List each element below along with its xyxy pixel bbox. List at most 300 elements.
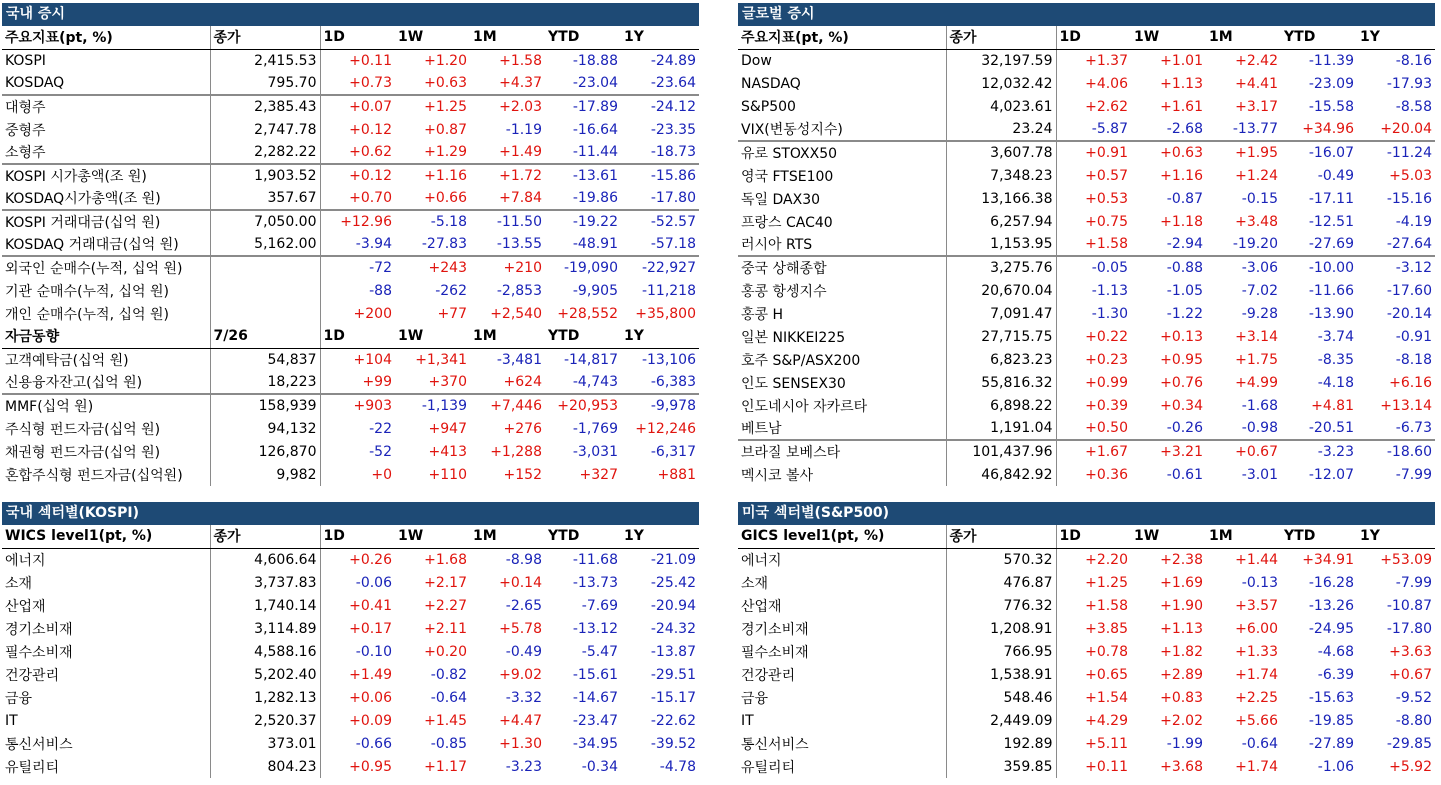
column-header: YTD (545, 26, 621, 49)
change-value: +7.84 (499, 190, 542, 206)
change-value: -9,905 (572, 282, 618, 299)
close-value: 7,348.23 (946, 164, 1056, 187)
change-value: -13.90 (1308, 305, 1354, 322)
row-label: 에너지 (738, 548, 946, 571)
change-value: +2.25 (1235, 689, 1278, 706)
change-value: +0.26 (349, 551, 392, 568)
row-label: 필수소비재 (738, 640, 946, 663)
column-header: YTD (545, 525, 621, 548)
change-value: +1.44 (1235, 551, 1278, 568)
change-value: -0.66 (355, 735, 392, 752)
change-value: +20.04 (1380, 121, 1432, 137)
change-value: +0.66 (424, 190, 467, 206)
change-value: +2.89 (1160, 666, 1203, 683)
row-label: 필수소비재 (2, 640, 210, 663)
table-row (738, 325, 1435, 348)
change-value: +0.63 (424, 75, 467, 91)
row-label: 고객예탁금(십억 원) (2, 348, 210, 371)
change-value: -22,927 (621, 256, 699, 279)
change-value: +1.37 (1085, 52, 1128, 69)
change-value: +1.49 (349, 666, 392, 683)
column-header: 1D (1056, 525, 1131, 548)
change-value: +35,800 (635, 305, 696, 322)
table-row (738, 640, 1435, 663)
table-row (2, 640, 699, 663)
change-value: +1.13 (1160, 620, 1203, 637)
row-label: 건강관리 (2, 663, 210, 686)
change-value: -13.26 (1308, 597, 1354, 614)
change-value: +3.57 (1235, 597, 1278, 614)
table-row (2, 233, 699, 256)
change-value: +243 (395, 256, 470, 279)
change-value: -15.63 (1308, 689, 1354, 706)
change-value: +7,446 (470, 394, 545, 417)
table-row (738, 118, 1435, 141)
change-value: -24.89 (650, 52, 696, 69)
close-value: 548.46 (946, 686, 1056, 709)
global-market-table (738, 26, 1435, 486)
change-value: +12,246 (635, 420, 696, 437)
change-value: +0.07 (320, 95, 395, 118)
column-header: YTD (1281, 26, 1357, 49)
row-label: 외국인 순매수(누적, 십억 원) (2, 256, 210, 279)
change-value: -19.86 (572, 190, 618, 206)
table-header-row (738, 26, 1435, 49)
change-value: +2.17 (424, 574, 467, 591)
column-header: 자금동향 (2, 325, 210, 348)
change-value: +3.21 (1131, 440, 1206, 463)
change-value: -19.20 (1232, 236, 1278, 252)
close-value (210, 256, 320, 279)
change-value: -4.78 (659, 758, 696, 775)
close-value: 1,153.95 (946, 233, 1056, 256)
change-value: -88 (369, 282, 392, 299)
close-value (210, 302, 320, 325)
close-value: 7,050.00 (210, 210, 320, 233)
change-value: -57.18 (650, 236, 696, 252)
change-value: +0.20 (424, 643, 467, 660)
row-label: 일본 NIKKEI225 (738, 325, 946, 348)
change-value: -6.73 (1395, 420, 1432, 436)
close-value: 13,166.38 (946, 187, 1056, 210)
change-value: -18.60 (1357, 440, 1435, 463)
domestic-sector-table (2, 525, 699, 778)
column-header: 1M (1206, 525, 1281, 548)
column-header: 1D (320, 26, 395, 49)
change-value: -0.91 (1395, 328, 1432, 345)
row-label: 독일 DAX30 (738, 187, 946, 210)
row-label: 중형주 (2, 118, 210, 141)
table-row (738, 463, 1435, 486)
change-value: +3.14 (1235, 328, 1278, 345)
row-label: 베트남 (738, 417, 946, 440)
change-value: -0.06 (355, 574, 392, 591)
change-value: +3.85 (1085, 620, 1128, 637)
change-value: +34.91 (1302, 551, 1354, 568)
row-label: IT (738, 709, 946, 732)
change-value: -15.86 (621, 164, 699, 187)
change-value: +0.73 (349, 75, 392, 91)
change-value: -3.23 (1281, 440, 1357, 463)
table-row (738, 371, 1435, 394)
change-value: -4.19 (1395, 213, 1432, 230)
close-value: 5,202.40 (210, 663, 320, 686)
change-value: -10.87 (1386, 597, 1432, 614)
close-value: 359.85 (946, 755, 1056, 778)
change-value: +1.61 (1160, 98, 1203, 115)
change-value: +1,341 (415, 351, 467, 368)
change-value: -3,031 (572, 443, 618, 460)
change-value: -11.68 (572, 551, 618, 568)
change-value: -0.49 (1317, 167, 1354, 184)
change-value: +1.25 (1085, 574, 1128, 591)
row-label: 대형주 (2, 95, 210, 118)
table-row (738, 686, 1435, 709)
change-value: -0.49 (505, 643, 542, 660)
table-row (738, 548, 1435, 571)
change-value: +0.12 (349, 121, 392, 138)
change-value: -29.51 (650, 666, 696, 683)
row-label: KOSDAQ 거래대금(십억 원) (2, 233, 210, 256)
close-value: 4,588.16 (210, 640, 320, 663)
change-value: -1.06 (1317, 758, 1354, 775)
change-value: -13.55 (496, 236, 542, 252)
change-value: +5.66 (1235, 712, 1278, 729)
change-value: +1.82 (1160, 643, 1203, 660)
table-row (2, 348, 699, 371)
close-value: 94,132 (210, 417, 320, 440)
change-value: +0.70 (349, 190, 392, 206)
column-header: 1Y (1357, 26, 1435, 49)
panel-title: 글로벌 증시 (738, 3, 1435, 26)
row-label: 개인 순매수(누적, 십억 원) (2, 302, 210, 325)
change-value: -27.83 (421, 236, 467, 252)
change-value: -11.24 (1357, 141, 1435, 164)
change-value: +0.50 (1085, 420, 1128, 436)
change-value: -0.85 (430, 735, 467, 752)
change-value: +1.18 (1160, 213, 1203, 230)
change-value: +9.02 (499, 666, 542, 683)
table-row (738, 279, 1435, 302)
table-row (2, 440, 699, 463)
column-header: 1W (395, 325, 470, 348)
column-header: 주요지표(pt, %) (2, 26, 210, 49)
change-value: -25.42 (650, 574, 696, 591)
row-label: KOSPI 시가총액(조 원) (2, 164, 210, 187)
row-label: NASDAQ (738, 72, 946, 95)
change-value: +1.68 (424, 551, 467, 568)
change-value: -18.88 (572, 52, 618, 69)
change-value: -9.52 (1395, 689, 1432, 706)
row-label: 혼합주식형 펀드자금(십억원) (2, 463, 210, 486)
table-row (2, 279, 699, 302)
row-label: 영국 FTSE100 (738, 164, 946, 187)
table-row (2, 95, 699, 118)
close-value: 3,607.78 (946, 141, 1056, 164)
change-value: +200 (353, 305, 392, 322)
change-value: -22 (369, 420, 392, 437)
change-value: -0.34 (581, 758, 618, 775)
change-value: +1.30 (499, 735, 542, 752)
close-value: 3,275.76 (946, 256, 1056, 279)
change-value: +1.13 (1160, 75, 1203, 92)
close-value: 27,715.75 (946, 325, 1056, 348)
table-row (738, 571, 1435, 594)
change-value: +4.41 (1235, 75, 1278, 92)
table-row (2, 755, 699, 778)
change-value: +0.09 (349, 712, 392, 729)
change-value: -11.44 (572, 144, 618, 160)
change-value: -3.06 (1206, 256, 1281, 279)
close-value: 795.70 (210, 72, 320, 95)
row-label: KOSPI 거래대금(십억 원) (2, 210, 210, 233)
change-value: -1.30 (1091, 305, 1128, 322)
close-value: 18,223 (210, 371, 320, 394)
change-value: -19.22 (545, 210, 621, 233)
change-value: +0.41 (349, 597, 392, 614)
table-row (2, 463, 699, 486)
change-value: +5.78 (499, 620, 542, 637)
change-value: -1,139 (395, 394, 470, 417)
change-value: +4.37 (499, 75, 542, 91)
change-value: +5.11 (1085, 735, 1128, 752)
row-label: 호주 S&P/ASX200 (738, 348, 946, 371)
change-value: -27.64 (1386, 236, 1432, 252)
change-value: -8.18 (1395, 351, 1432, 368)
change-value: +1.33 (1235, 643, 1278, 660)
change-value: +0.14 (499, 574, 542, 591)
change-value: +5.92 (1389, 758, 1432, 775)
row-label: IT (2, 709, 210, 732)
change-value: +1.67 (1056, 440, 1131, 463)
row-label: 신용융자잔고(십억 원) (2, 371, 210, 394)
change-value: +2,540 (490, 305, 542, 322)
change-value: -8.58 (1395, 98, 1432, 115)
change-value: -0.61 (1166, 466, 1203, 483)
row-label: 통신서비스 (2, 732, 210, 755)
change-value: -23.47 (572, 712, 618, 729)
table-row (2, 617, 699, 640)
change-value: -23.04 (572, 75, 618, 91)
change-value: -0.13 (1241, 574, 1278, 591)
close-value: 357.67 (210, 187, 320, 210)
change-value: +152 (503, 466, 542, 483)
close-value: 6,898.22 (946, 394, 1056, 417)
change-value: -23.09 (1308, 75, 1354, 92)
table-row (2, 394, 699, 417)
change-value: +0.83 (1160, 689, 1203, 706)
column-header: 종가 (210, 26, 320, 49)
panel-title: 국내 섹터별(KOSPI) (2, 502, 699, 525)
change-value: +0.34 (1160, 397, 1203, 414)
table-row (2, 686, 699, 709)
row-label: 멕시코 볼사 (738, 463, 946, 486)
change-value: -17.89 (545, 95, 621, 118)
change-value: +20,953 (545, 394, 621, 417)
row-label: 유틸리티 (738, 755, 946, 778)
change-value: +0.23 (1085, 351, 1128, 368)
table-row (2, 571, 699, 594)
close-value: 54,837 (210, 348, 320, 371)
change-value: +0.91 (1056, 141, 1131, 164)
change-value: +1.16 (1160, 167, 1203, 184)
change-value: +3.48 (1235, 213, 1278, 230)
table-row (2, 548, 699, 571)
change-value: +276 (503, 420, 542, 437)
global-market-panel (738, 3, 1435, 486)
row-label: VIX(변동성지수) (738, 118, 946, 141)
table-header-row (2, 525, 699, 548)
column-header: YTD (545, 325, 621, 348)
change-value: -7.99 (1395, 466, 1432, 483)
change-value: -17.60 (1386, 282, 1432, 299)
change-value: +1.74 (1235, 666, 1278, 683)
row-label: 통신서비스 (738, 732, 946, 755)
change-value: -14.67 (572, 689, 618, 706)
change-value: +0.95 (1160, 351, 1203, 368)
change-value: +1.45 (424, 712, 467, 729)
close-value (210, 279, 320, 302)
change-value: +2.11 (424, 620, 467, 637)
row-label: 건강관리 (738, 663, 946, 686)
row-label: 산업재 (738, 594, 946, 617)
change-value: -21.09 (650, 551, 696, 568)
table-row (2, 118, 699, 141)
change-value: -262 (435, 282, 467, 299)
change-value: +624 (503, 374, 542, 390)
table-row (2, 663, 699, 686)
change-value: -13,106 (641, 351, 696, 368)
column-header: 종가 (946, 26, 1056, 49)
change-value: +0.99 (1085, 374, 1128, 391)
close-value: 46,842.92 (946, 463, 1056, 486)
column-header: 1D (1056, 26, 1131, 49)
change-value: +210 (470, 256, 545, 279)
change-value: -2.94 (1166, 236, 1203, 252)
table-row (2, 594, 699, 617)
change-value: +0.11 (349, 52, 392, 69)
change-value: +0.67 (1389, 666, 1432, 683)
row-label: KOSDAQ시가총액(조 원) (2, 187, 210, 210)
row-label: 채권형 펀드자금(십억 원) (2, 440, 210, 463)
change-value: -8.35 (1317, 351, 1354, 368)
change-value: +413 (428, 443, 467, 460)
close-value: 2,415.53 (210, 49, 320, 72)
change-value: -4.68 (1317, 643, 1354, 660)
change-value: -0.64 (430, 689, 467, 706)
column-header: 종가 (946, 525, 1056, 548)
column-header: 주요지표(pt, %) (738, 26, 946, 49)
table-row (738, 594, 1435, 617)
close-value: 476.87 (946, 571, 1056, 594)
change-value: +0.22 (1085, 328, 1128, 345)
change-value: +1.16 (395, 164, 470, 187)
close-value: 4,606.64 (210, 548, 320, 571)
change-value: -23.64 (650, 75, 696, 91)
change-value: -27.89 (1308, 735, 1354, 752)
row-label: 에너지 (2, 548, 210, 571)
row-label: 소형주 (2, 141, 210, 164)
close-value: 2,385.43 (210, 95, 320, 118)
table-row (738, 348, 1435, 371)
change-value: +1.75 (1235, 351, 1278, 368)
row-label: 러시아 RTS (738, 233, 946, 256)
change-value: -5.47 (581, 643, 618, 660)
change-value: -0.87 (1166, 190, 1203, 207)
column-header: GICS level1(pt, %) (738, 525, 946, 548)
close-value: 2,520.37 (210, 709, 320, 732)
change-value: +0.39 (1085, 397, 1128, 414)
table-row (738, 256, 1435, 279)
change-value: +3.17 (1235, 98, 1278, 115)
change-value: +4.99 (1235, 374, 1278, 391)
column-header: 1W (395, 26, 470, 49)
change-value: -20.94 (650, 597, 696, 614)
table-row (738, 709, 1435, 732)
change-value: -18.73 (650, 144, 696, 160)
close-value: 2,282.22 (210, 141, 320, 164)
close-value: 5,162.00 (210, 233, 320, 256)
change-value: -0.05 (1056, 256, 1131, 279)
table-row (738, 617, 1435, 640)
row-label: 금융 (2, 686, 210, 709)
change-value: -3.74 (1317, 328, 1354, 345)
change-value: -13.73 (572, 574, 618, 591)
change-value: +370 (428, 374, 467, 390)
table-row (738, 755, 1435, 778)
close-value: 6,257.94 (946, 210, 1056, 233)
close-value: 1,208.91 (946, 617, 1056, 640)
change-value: -3.23 (505, 758, 542, 775)
change-value: -24.32 (650, 620, 696, 637)
close-value: 1,282.13 (210, 686, 320, 709)
change-value: +881 (657, 466, 696, 483)
change-value: -72 (320, 256, 395, 279)
table-header-row (2, 26, 699, 49)
change-value: +12.96 (320, 210, 395, 233)
change-value: -0.88 (1131, 256, 1206, 279)
change-value: +1.25 (395, 95, 470, 118)
change-value: +1,288 (490, 443, 542, 460)
row-label: 유로 STOXX50 (738, 141, 946, 164)
change-value: +1.01 (1160, 52, 1203, 69)
change-value: -6,317 (650, 443, 696, 460)
change-value: +0.06 (349, 689, 392, 706)
change-value: -6,383 (650, 374, 696, 390)
column-header: 7/26 (210, 325, 320, 348)
change-value: +0.36 (1085, 466, 1128, 483)
table-row (2, 187, 699, 210)
table-row (2, 49, 699, 72)
column-header: 1Y (621, 26, 699, 49)
change-value: +1.20 (424, 52, 467, 69)
close-value: 2,747.78 (210, 118, 320, 141)
table-row (2, 371, 699, 394)
column-header: 1W (1131, 26, 1206, 49)
change-value: +0.95 (349, 758, 392, 775)
change-value: +2.38 (1160, 551, 1203, 568)
change-value: +4.29 (1085, 712, 1128, 729)
change-value: +1.74 (1235, 758, 1278, 775)
table-row (738, 210, 1435, 233)
table-row (2, 732, 699, 755)
change-value: -4.18 (1317, 374, 1354, 391)
change-value: -11.39 (1308, 52, 1354, 69)
table-row (2, 210, 699, 233)
table-row (2, 709, 699, 732)
us-sector-panel (738, 502, 1435, 778)
table-row (2, 302, 699, 325)
